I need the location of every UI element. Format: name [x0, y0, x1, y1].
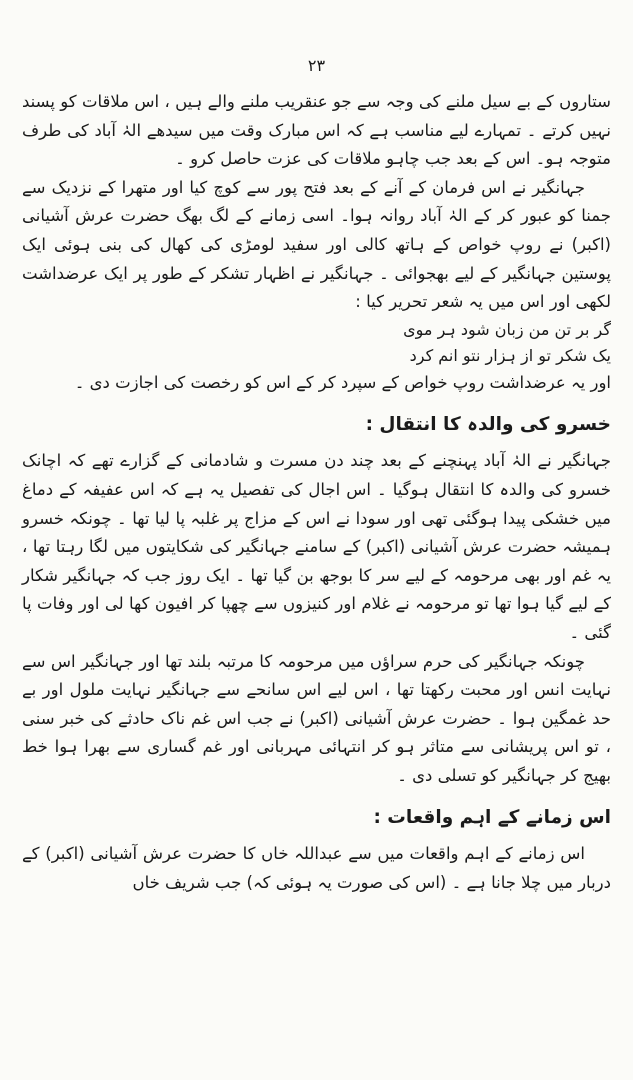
page-content: [22, 88, 611, 898]
paragraph: جہانگیر نے الہٰ آباد پہنچنے کے بعد چند دن مسرت و شادمانی کے گزارے تھے کہ اچانک خسرو کی والدہ کا انتقال ہوگیا ۔ اس اجال کی تفصیل یہ ہے کہ اس عفیفہ کے دماغ میں خشکی پیدا ہوگئی تھی اور سودا نے اس کے مزاج پر غلبہ پا لیا تھا ۔ چونکہ خسرو ہمیشہ حضرت عرش آشیانی (اکبر) کے سامنے جہانگیر کی شکایتوں میں لگا رہتا تھا ، یہ غم اور بھی مرحومہ کے لیے سر کا بوجھ بن گیا تھا ۔ ایک روز جب کہ جہانگیر شکار کے لیے گیا ہوا تھا تو مرحومہ نے غلام اور کنیزوں سے چھپا کر افیون کھا لی اور وفات پا گئی ۔: [22, 451, 611, 642]
verse-block: [22, 317, 611, 369]
verse-line: گر بر تن من زبان شود ہر موی: [403, 319, 611, 339]
page-number: ۲۳: [307, 56, 326, 75]
verse-line: یک شکر تو از ہزار نتو انم کرد: [409, 345, 611, 365]
section-heading: اس زمانے کے اہم واقعات :: [373, 807, 611, 829]
paragraph: اس زمانے کے اہم واقعات میں سے عبداللہ خاں کا حضرت عرش آشیانی (اکبر) کے دربار میں چلا جانا ہے ۔ (اس کی صورت یہ ہوئی کہ) جب شریف خاں: [22, 844, 611, 893]
paragraph: جہانگیر نے اس فرمان کے آنے کے بعد فتح پور سے کوچ کیا اور متھرا کے نزدیک سے جمنا کو عبور کر کے الہٰ آباد روانہ ہوا۔ اسی زمانے کے لگ بھگ حضرت عرش آشیانی (اکبر) نے روپ خواص کے ہاتھ کالی اور سفید لومڑی کی کھال کی بنی ہوئی ایک پوستین جہانگیر کے لیے بھجوائی ۔ جہانگیر نے اظہار تشکر کے طور پر ایک عرضداشت لکھی اور اس میں یہ شعر تحریر کیا :: [22, 177, 611, 312]
paragraph: اور یہ عرضداشت روپ خواص کے سپرد کر کے اس کو رخصت کی اجازت دی ۔: [74, 372, 611, 392]
paragraph: ستاروں کے بے سیل ملنے کی وجہ سے جو عنقریب ملنے والے ہیں ، اس ملاقات کو پسند نہیں کرتے ۔ تمہارے لیے مناسب ہے کہ اس مبارک وقت میں سیدھے الہٰ آباد کی طرف متوجہ ہو۔ اس کے بعد جب چاہو ملاقات کی عزت حاصل کرو ۔: [22, 92, 611, 169]
paragraph: چونکہ جہانگیر کی حرم سراؤں میں مرحومہ کا مرتبہ بلند تھا اور جہانگیر اس سے نہایت انس اور محبت رکھتا تھا ، اس لیے اس سانحے سے جہانگیر نہایت ملول اور بے حد غمگین ہوا ۔ حضرت عرش آشیانی (اکبر) نے جب اس غم ناک حادثے کی خبر سنی ، تو اس پریشانی سے متاثر ہو کر انتہائی مہربانی اور غم گساری سے بھرا ہوا خط بھیج کر جہانگیر کو تسلی دی ۔: [22, 651, 611, 785]
section-heading: خسرو کی والدہ کا انتقال :: [365, 414, 611, 436]
